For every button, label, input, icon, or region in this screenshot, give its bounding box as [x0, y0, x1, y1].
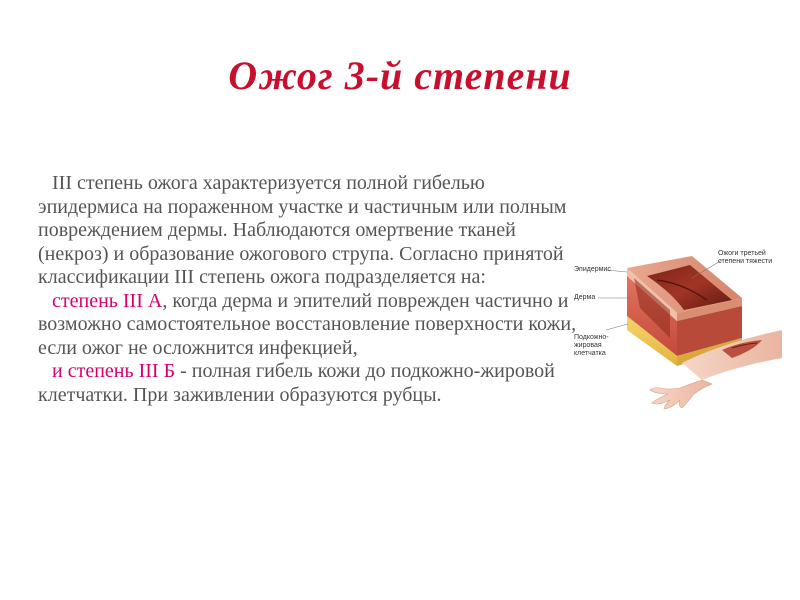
degree-3a-description: , когда дерма и эпителий поврежден частично и возможно самостоятельное восстановление поверхности кожи, если ожог не осложнится инфекцией,	[38, 289, 577, 359]
label-burn-line1: Ожоги третьей	[718, 250, 766, 257]
label-subcutaneous-line1: Подкожно-	[574, 334, 609, 341]
label-burn-line2: степени тяжести	[718, 258, 773, 265]
degree-3a-paragraph	[38, 290, 583, 361]
degree-3b-prefix: и	[52, 360, 68, 382]
label-subcutaneous-line2: жировая	[574, 342, 602, 349]
degree-3b-paragraph	[38, 360, 583, 407]
label-subcutaneous-line3: клетчатка	[574, 350, 606, 357]
degree-3b-term: степень III Б	[67, 360, 176, 382]
slide-title: Ожог 3-й степени	[228, 53, 572, 98]
label-derma: Дерма	[574, 294, 596, 301]
degree-3a-term: степень III А	[52, 289, 163, 312]
burn-illustration	[572, 238, 782, 410]
intro-paragraph: III степень ожога характеризуется полной гибелью эпидермиса на пораженном участке и частичным или полным повреждением дермы. Наблюдаются омертвение тканей (некроз) и образование ожогового струпа. Согласно принятой классификации III степень ожога подразделяется на:	[38, 172, 567, 288]
degree-3b-description: - полная гибель кожи до подкожно-жировой клетчатки. При заживлении образуются рубцы.	[38, 360, 555, 406]
slide-body	[38, 172, 583, 407]
label-epidermis: Эпидермис	[574, 266, 611, 273]
